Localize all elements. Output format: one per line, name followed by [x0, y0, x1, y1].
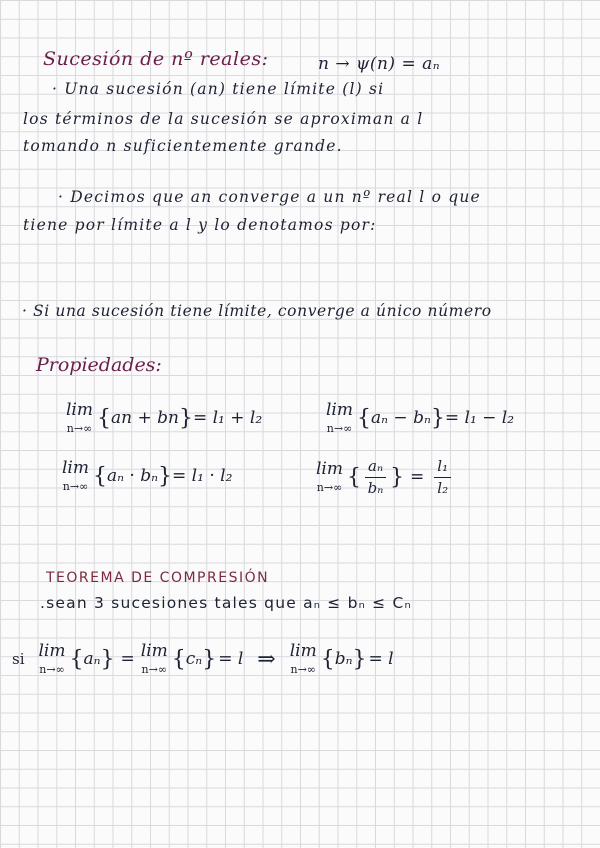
lim-operator: lim n→∞ — [326, 400, 353, 435]
equals-l: = l — [368, 649, 394, 669]
lim-operator: lim n→∞ — [66, 400, 93, 435]
quotient-result: $\frac{\text{l₁}}{\text{l₂}}$ — [434, 458, 451, 496]
lim-operator: lim n→∞ — [316, 459, 343, 494]
equals-l: = l — [218, 649, 244, 669]
quotient-fraction: $\frac{\text{aₙ}}{\text{bₙ}}$ — [365, 458, 386, 496]
paragraph-2-line-2: tiene por límite a l y lo denotamos por: — [23, 216, 377, 234]
difference-body: aₙ − bₙ — [371, 408, 431, 428]
paragraph-3: · Si una sucesión tiene límite, converge a único número — [22, 302, 492, 320]
paragraph-1-line-2: los términos de la sucesión se aproximan a l — [23, 110, 424, 128]
sum-result: = l₁ + l₂ — [192, 408, 263, 428]
properties-heading: Propiedades: — [36, 354, 162, 376]
seq-a: aₙ — [83, 649, 101, 669]
limit-product: lim n→∞ { aₙ · bₙ } = l₁ · l₂ — [62, 458, 233, 493]
lim-operator: lim n→∞ — [62, 458, 89, 493]
product-body: aₙ · bₙ — [107, 466, 159, 486]
theorem-statement: .sean 3 sucesiones tales que aₙ ≤ bₙ ≤ Cₙ — [40, 594, 412, 612]
paragraph-2-line-1: · Decimos que an converge a un nº real l o que — [58, 188, 481, 206]
theorem-condition: si lim n→∞ { aₙ } = lim n→∞ { cₙ } = l ⇒ lim n→∞ { bₙ } = l — [12, 641, 394, 676]
theorem-heading: TEOREMA DE COMPRESIÓN — [46, 570, 270, 586]
quotient-equals: = — [410, 467, 425, 487]
product-result: = l₁ · l₂ — [172, 466, 233, 486]
page-title: Sucesión de nº reales: — [43, 48, 269, 70]
paragraph-1-line-1: · Una sucesión (an) tiene límite (l) si — [52, 80, 385, 98]
title-formula: n → ψ(n) = aₙ — [318, 54, 441, 74]
limit-sum: lim n→∞ { an + bn } = l₁ + l₂ — [66, 400, 263, 435]
equals: = — [120, 649, 135, 669]
implies-icon: ⇒ — [257, 646, 276, 672]
si-label: si — [12, 650, 25, 668]
lim-operator: lim n→∞ — [140, 641, 168, 676]
paragraph-1-line-3: tomando n suficientemente grande. — [23, 137, 343, 155]
difference-result: = l₁ − l₂ — [444, 408, 515, 428]
lim-operator: lim n→∞ — [289, 641, 317, 676]
seq-b: bₙ — [334, 649, 353, 669]
limit-difference: lim n→∞ { aₙ − bₙ } = l₁ − l₂ — [326, 400, 515, 435]
limit-quotient: lim n→∞ { $\frac{\text{aₙ}}{\text{bₙ}}$ } = $\frac{\text{l₁}}{\text{l₂}}$ — [316, 458, 455, 496]
lim-operator: lim n→∞ — [38, 641, 66, 676]
seq-c: cₙ — [185, 649, 203, 669]
sum-body: an + bn — [111, 408, 179, 428]
